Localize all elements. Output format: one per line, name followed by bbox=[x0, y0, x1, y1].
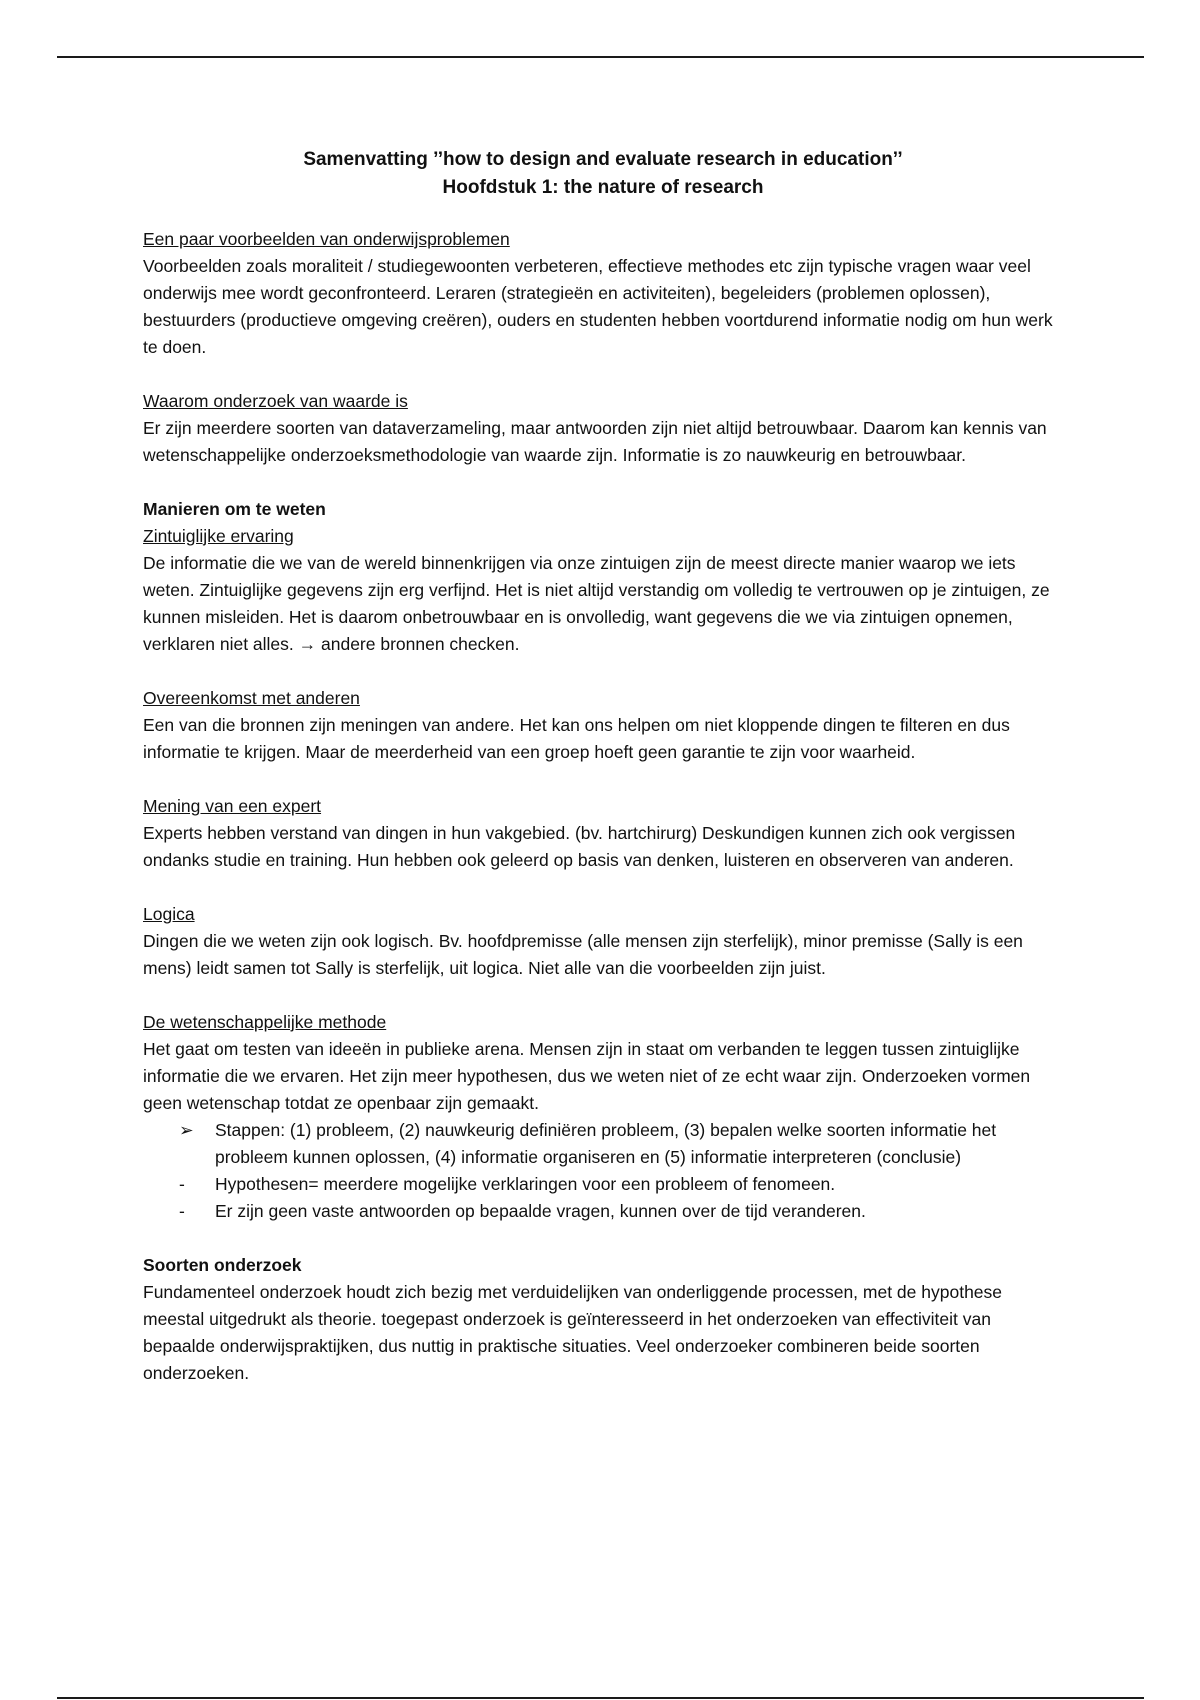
section-overeenkomst bbox=[143, 685, 1063, 766]
section-subheading: Zintuiglijke ervaring bbox=[143, 526, 294, 546]
section-heading: Logica bbox=[143, 904, 195, 924]
section-text: Een van die bronnen zijn meningen van andere. Het kan ons helpen om niet kloppende dingen te filteren en dus informatie te krijgen. Maar de meerderheid van een groep hoeft geen garantie te zijn voor waarheid. bbox=[143, 715, 1010, 762]
list-item bbox=[179, 1171, 1063, 1198]
section-text: Er zijn meerdere soorten van dataverzameling, maar antwoorden zijn niet altijd betrouwbaar. Daarom kan kennis van wetenschappelijke onderzoeksmethodologie van waarde zijn. Informatie is zo nauwkeurig en betrouwbaar. bbox=[143, 418, 1047, 465]
bullet-list bbox=[143, 1117, 1063, 1225]
title-line-1: Samenvatting ’’how to design and evaluate research in education’’ bbox=[303, 149, 903, 170]
list-item-text: Er zijn geen vaste antwoorden op bepaalde vragen, kunnen over de tijd veranderen. bbox=[215, 1201, 866, 1221]
arrow-bullet-icon: ➢ bbox=[179, 1120, 194, 1140]
section-heading: Overeenkomst met anderen bbox=[143, 688, 360, 708]
section-text: Experts hebben verstand van dingen in hun vakgebied. (bv. hartchirurg) Deskundigen kunnen zich ook vergissen ondanks studie en training. Hun hebben ook geleerd op basis van denken, luisteren en observeren van anderen. bbox=[143, 823, 1016, 870]
section-text: Het gaat om testen van ideeën in publieke arena. Mensen zijn in staat om verbanden te leggen tussen zintuiglijke informatie die we ervaren. Het zijn meer hypothesen, dus we weten niet of ze echt waar zijn. Onderzoeken vormen geen wetenschap totdat ze openbaar zijn gemaakt. bbox=[143, 1039, 1031, 1113]
title-line-2: Hoofdstuk 1: the nature of research bbox=[442, 177, 764, 198]
list-item-text: Stappen: (1) probleem, (2) nauwkeurig definiëren probleem, (3) bepalen welke soorten informatie het probleem kunnen oplossen, (4) informatie organiseren en (5) informatie interpreteren (conclusie) bbox=[215, 1120, 997, 1167]
list-item-text: Hypothesen= meerdere mogelijke verklaringen voor een probleem of fenomeen. bbox=[215, 1174, 836, 1194]
section-heading: Een paar voorbeelden van onderwijsproblemen bbox=[143, 229, 510, 249]
section-heading: Mening van een expert bbox=[143, 796, 322, 816]
dash-bullet-icon: - bbox=[179, 1174, 185, 1194]
section-methode bbox=[143, 1009, 1063, 1225]
dash-bullet-icon: - bbox=[179, 1201, 185, 1221]
section-text: Dingen die we weten zijn ook logisch. Bv. hoofdpremisse (alle mensen zijn sterfelijk), minor premisse (Sally is een mens) leidt samen tot Sally is sterfelijk, uit logica. Niet alle van die voorbeelden zijn juist. bbox=[143, 931, 1023, 978]
section-voorbeelden bbox=[143, 226, 1063, 361]
document-body bbox=[143, 146, 1063, 1414]
footer-rule bbox=[57, 1697, 1144, 1699]
section-heading: Waarom onderzoek van waarde is bbox=[143, 391, 408, 411]
list-item bbox=[179, 1117, 1063, 1171]
header-rule bbox=[57, 56, 1144, 58]
section-manieren bbox=[143, 496, 1063, 658]
section-heading-bold: Soorten onderzoek bbox=[143, 1255, 302, 1275]
section-text: Voorbeelden zoals moraliteit / studiegewoonten verbeteren, effectieve methodes etc zijn typische vragen waar veel onderwijs mee wordt geconfronteerd. Leraren (strategieën en activiteiten), begeleiders (problemen oplossen), bestuurders (productieve omgeving creëren), ouders en studenten hebben voortdurend informatie nodig om hun werk te doen. bbox=[143, 256, 1053, 357]
section-heading-bold: Manieren om te weten bbox=[143, 499, 326, 519]
section-expert bbox=[143, 793, 1063, 874]
section-heading: De wetenschappelijke methode bbox=[143, 1012, 387, 1032]
section-waarom bbox=[143, 388, 1063, 469]
list-item bbox=[179, 1198, 1063, 1225]
section-logica bbox=[143, 901, 1063, 982]
document-title bbox=[123, 146, 1083, 202]
section-text: De informatie die we van de wereld binnenkrijgen via onze zintuigen zijn de meest directe manier waarop we iets weten. Zintuiglijke gegevens zijn erg verfijnd. Het is niet altijd verstandig om volledig te vertrouwen op je zintuigen, ze kunnen misleiden. Het is daarom onbetrouwbaar en is onvolledig, want gegevens die we via zintuigen opnemen, verklaren niet alles. → andere bronnen checken. bbox=[143, 553, 1050, 654]
section-text: Fundamenteel onderzoek houdt zich bezig met verduidelijken van onderliggende processen, met de hypothese meestal uitgedrukt als theorie. toegepast onderzoek is geïnteresseerd in het onderzoeken van effectiviteit van bepaalde onderwijspraktijken, dus nuttig in praktische situaties. Veel onderzoeker combineren beide soorten onderzoeken. bbox=[143, 1282, 1003, 1383]
section-soorten bbox=[143, 1252, 1063, 1387]
